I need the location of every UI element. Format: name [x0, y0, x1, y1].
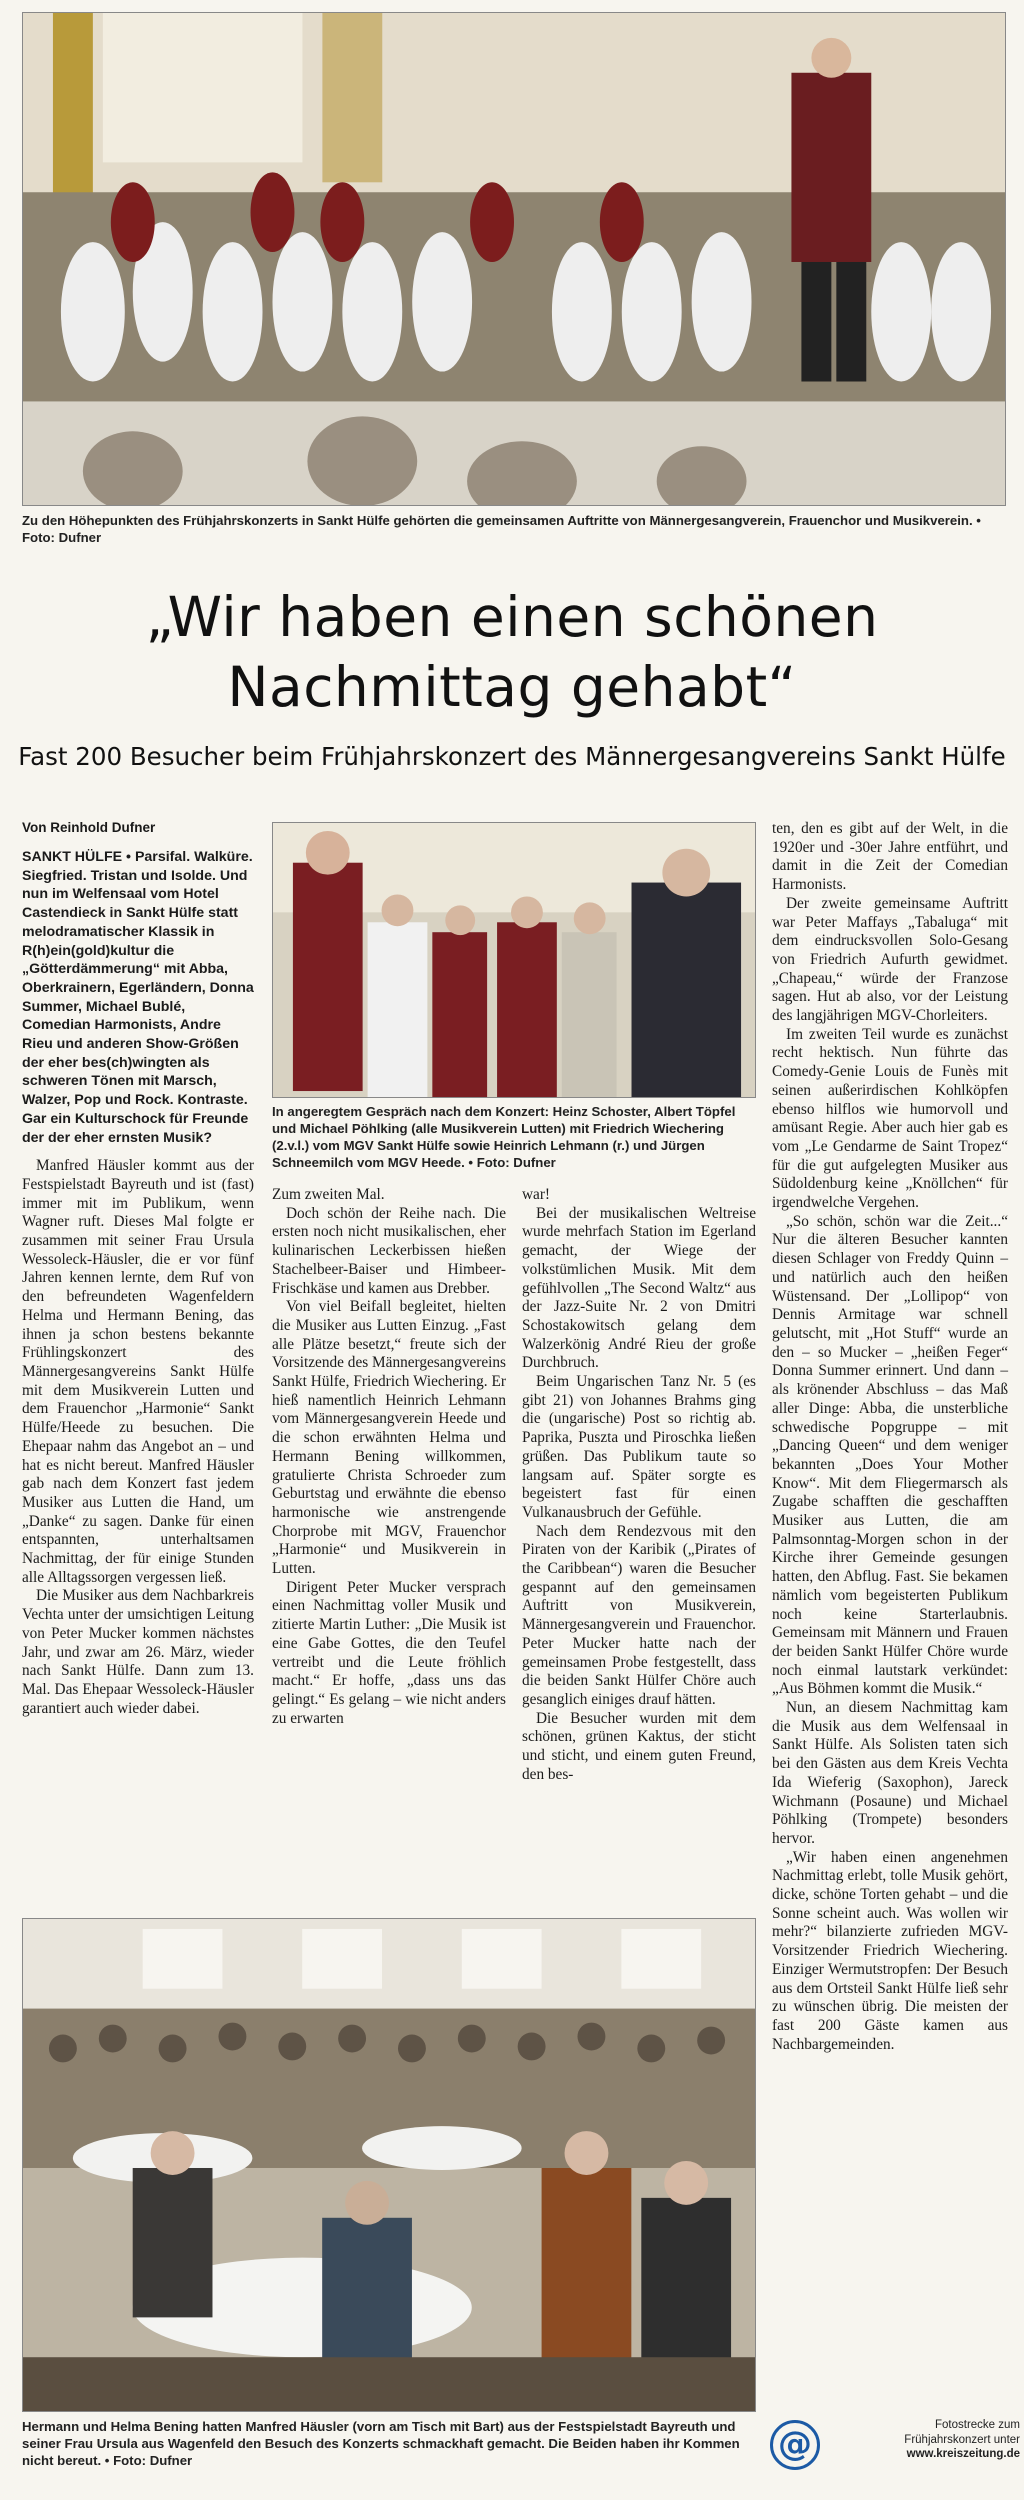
- article-column-2: [272, 1186, 506, 1728]
- paragraph: Der zweite gemeinsame Auftritt war Peter Maffays „Tabaluga“ mit dem eindrucksvollen Solo-Gesang von Friedrich Aufurth gewidmet. „Chapeau,“ würde der Franzose sagen. Hut ab also, vor der Leistung des langjährigen MGV-Chorleiters.: [772, 894, 1008, 1025]
- article-column-3: [522, 1186, 756, 1785]
- byline: Von Reinhold Dufner: [22, 820, 156, 835]
- gallery-link-text: [830, 2418, 1020, 2462]
- article-column-4: [772, 820, 1008, 2054]
- paragraph: Nun, an diesem Nachmittag kam die Musik aus dem Welfensaal in Sankt Hülfe. Als Solisten taten sich bei den Gästen aus dem Kreis Vechta Ida Wieferig (Saxophon), Jareck Wichmann (Posaune) und Michael Pöhlking (Trompete) besonders hervor.: [772, 1699, 1008, 1847]
- paragraph: Die Musiker aus dem Nachbarkreis Vechta unter der umsichtigen Leitung von Peter Mucker kommen nächstes Jahr, und zwar am 26. März, wieder nach Sankt Hülfe. Dann zum 13. Mal. Das Ehepaar Wessoleck-Häusler garantiert auch wieder dabei.: [22, 1587, 254, 1717]
- subheadline: Fast 200 Besucher beim Frühjahrskonzert des Männergesangvereins Sankt Hülfe: [18, 742, 1006, 771]
- gallery-line-2: Frühjahrskonzert unter: [904, 2433, 1020, 2446]
- paragraph: Nach dem Rendezvous mit den Piraten von der Karibik („Pirates of the Caribbean“) waren die Besucher gespannt auf den gemeinsamen Auftritt von Musikverein, Männergesangverein und Frauenchor. Peter Mucker hatte nach der gemeinsamen Probe festgestellt, dass die beiden Sankt Hülfer Chöre auch gesanglich einiges drauf hätten.: [522, 1522, 756, 1708]
- paragraph: „So schön, schön war die Zeit...“ Nur die älteren Besucher kannten diesen Schlager von Freddy Quinn – und natürlich auch den heißen Wüstensand. Der „Lollipop“ von Dennis Armitage war schnell gelutscht, mit „Hot Stuff“ wurde an den – so Mucker – „heißen Feger“ Donna Summer erinnert. Und dann – als krönender Abschluss – das Maß aller Dinge: Abba, die unsterbliche schwedische Popgruppe – mit „Dancing Queen“ und dem weniger bekannten „Does Your Mother Know“. Mit dem Fliegermarsch als Zugabe schafften die geschafften Musiker aus Lutten, die am Palmsonntag-Morgen schon in der Kirche ihrer Gemeinde gesungen hatten, den Abflug. Fast. Sie bekamen nämlich vom begeisterten Publikum noch keine Starterlaubnis. Gemeinsam mit Männern und Frauen der beiden Sankt Hülfer Chöre wurde noch einmal lautstark verkündet: „Aus Böhmen kommt die Musik.“: [772, 1212, 1008, 1698]
- paragraph: Im zweiten Teil wurde es zunächst recht hektisch. Nun führte das Comedy-Genie Louis de Funès mit seinen außerirdischen Kohlköpfen ebenso hilflos wie humorvoll und amüsant Regie. Aber auch hier gab es vom „Le Gendarme de Saint Tropez“ für die gut aufgelegten Musiker aus Südoldenburg keine „Knöllchen“ für irgendwelche Vergehen.: [772, 1025, 1008, 1212]
- audience-photo-image: [23, 1919, 755, 2411]
- conversation-photo-image: [273, 823, 755, 1097]
- photo-concert-choir: [22, 12, 1006, 506]
- choir-photo-image: [23, 13, 1005, 505]
- photo-gallery-link[interactable]: [770, 2414, 1020, 2478]
- photo-audience: [22, 1918, 756, 2412]
- paragraph: Von viel Beifall begleitet, hielten die Musiker aus Lutten Einzug. „Fast alle Plätze besetzt,“ freute sich der Vorsitzende des Männergesangvereins Sankt Hülfe, Friedrich Wiechering. Er hieß namentlich Heinrich Lehmann vom Männergesangverein Heede und die schon erwähnten Helma und Hermann Bening willkommen, gratulierte Christa Schroeder zum Geburtstag und erwähnte die ebenso harmonische wie anstrengende Chorprobe mit MGV, Frauenchor „Harmonie“ und Musikverein in Lutten.: [272, 1298, 506, 1578]
- headline: [0, 582, 1024, 722]
- article-lead: SANKT HÜLFE • Parsifal. Walküre. Siegfried. Tristan und Isolde. Und nun im Welfensaal vom Hotel Castendieck in Sankt Hülfe statt melodramatischer Klassik in R(h)ein(gold)kultur die „Götterdämmerung“ mit Abba, Oberkrainern, Egerländern, Donna Summer, Michael Bublé, Comedian Harmonists, Andre Rieu und anderen Show-Größen der eher bes(ch)wingten als schweren Tönen mit Marsch, Walzer, Pop und Rock. Kontraste. Gar ein Kulturschock für Freunde der der eher ernsten Musik?: [22, 849, 254, 1146]
- photo-caption-top: Zu den Höhepunkten des Frühjahrskonzerts in Sankt Hülfe gehörten die gemeinsamen Auftritte von Männergesangverein, Frauenchor und Musikverein. • Foto: Dufner: [22, 513, 981, 545]
- paragraph: war!: [522, 1186, 551, 1203]
- paragraph: Die Besucher wurden mit dem schönen, grünen Kaktus, der sticht und sticht, und einem guten Freund, den bes-: [522, 1709, 756, 1783]
- headline-line-1: „Wir haben einen schönen: [145, 585, 879, 649]
- paragraph: Beim Ungarischen Tanz Nr. 5 (es gibt 21) von Johannes Brahms ging die (ungarische) Post so richtig ab. Paprika, Puszta und Piroschka ließen grüßen. Das Publikum taute so langsam auf. Später sorgte es begeistert fast für einen Vulkanausbruch der Gefühle.: [522, 1373, 756, 1521]
- article-column-1: [22, 848, 254, 1718]
- photo-conversation: [272, 822, 756, 1098]
- paragraph: Manfred Häusler kommt aus der Festspielstadt Bayreuth und ist (fast) immer mit im Publikum, wenn Wagner ruft. Dieses Mal folgte er zusammen mit seiner Frau Ursula Wessoleck-Häusler, die er vor fünf Jahren kennen lernte, dem Ruf von den befreundeten Wagenfeldern Helma und Hermann Bening, das ihnen ja schon bestens bekannte Frühlingskonzert des Männergesangvereins Sankt Hülfe mit dem Musikverein Lutten und dem Frauenchor „Harmonie“ Sankt Hülfe/Heede zu besuchen. Die Ehepaar nahm das Angebot an – und hat es nicht bereut. Manfred Häusler gab nach dem Konzert fast jedem Musiker aus Lutten die Hand, um „Danke“ zu sagen. Danke für einen entspannten, unterhaltsamen Nachmittag, der für einige Stunden alle Alltagssorgen vergessen ließ.: [22, 1157, 254, 1586]
- paragraph: Bei der musikalischen Weltreise wurde mehrfach Station im Egerland gemacht, der Wiege der volkstümlichen Musik. Mit dem gefühlvollen „The Second Waltz“ aus der Jazz-Suite Nr. 2 von Dmitri Schostakowitsch gelang dem Walzerkönig André Rieu der große Durchbruch.: [522, 1204, 756, 1372]
- photo-caption-middle: In angeregtem Gespräch nach dem Konzert: Heinz Schoster, Albert Töpfel und Michael Pöhlking (alle Musikverein Lutten) mit Friedrich Wiechering (2.v.l.) vom MGV Sankt Hülfe sowie Heinrich Lehmann (r.) und Jürgen Schneemilch vom MGV Heede. • Foto: Dufner: [272, 1104, 736, 1170]
- headline-line-2: Nachmittag gehabt“: [227, 655, 797, 719]
- gallery-line-1: Fotostrecke zum: [935, 2419, 1020, 2431]
- paragraph: „Wir haben einen angenehmen Nachmittag erlebt, tolle Musik gehört, dicke, schöne Torten gehabt – und die Sonne scheint auch. Was wollen wir mehr?“ bilanzierte zufrieden MGV-Vorsitzender Friedrich Wiechering. Einziger Wermutstropfen: Der Besuch aus dem Ortsteil Sankt Hülfe ließ sehr zu wünschen übrig. Die meisten der fast 200 Gäste kamen aus Nachbargemeinden.: [772, 1848, 1008, 2053]
- photo-caption-bottom: Hermann und Helma Bening hatten Manfred Häusler (vorn am Tisch mit Bart) aus der Festspielstadt Bayreuth und seiner Frau Ursula aus Wagenfeld den Besuch des Konzerts schmackhaft gemacht. Die Beiden haben ihr Kommen nicht bereut. • Foto: Dufner: [22, 2419, 740, 2468]
- paragraph: Dirigent Peter Mucker versprach einen Nachmittag voller Musik und zitierte Martin Luther: „Die Musik ist eine Gabe Gottes, die den Teufel vertreibt und die Leute fröhlich macht.“ Er hoffe, „dass uns das gelingt.“ Es gelang – wie nicht anders zu erwarten: [272, 1578, 506, 1727]
- paragraph: Doch schön der Reihe nach. Die ersten noch nicht musikalischen, eher kulinarischen Leckerbissen hießen Stachelbeer-Baiser und Himbeer-Frischkäse und kamen aus Drebber.: [272, 1204, 506, 1297]
- gallery-url[interactable]: www.kreiszeitung.de: [906, 2448, 1020, 2460]
- paragraph: ten, den es gibt auf der Welt, in die 1920er und -30er Jahre entführt, und damit in die Zeit der Comedian Harmonists.: [772, 820, 1008, 894]
- paragraph: Zum zweiten Mal.: [272, 1186, 385, 1203]
- at-icon: @: [770, 2420, 820, 2470]
